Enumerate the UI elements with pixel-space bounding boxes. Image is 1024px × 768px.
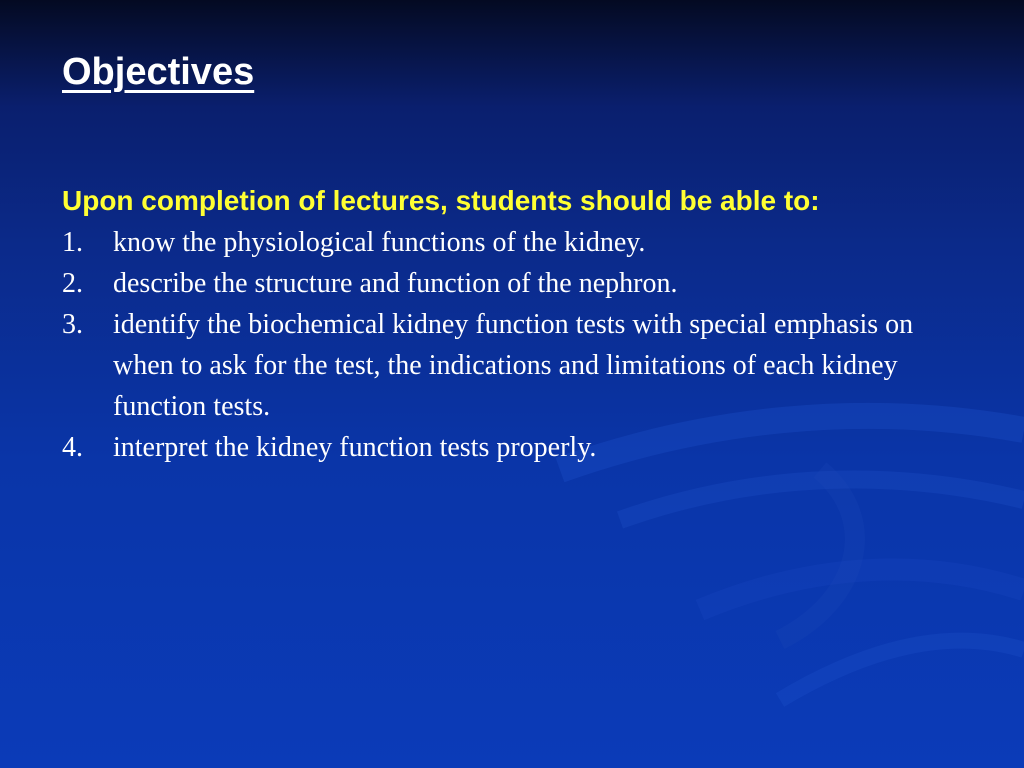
objective-number: 3. [62, 309, 83, 340]
objective-number: 4. [62, 432, 83, 463]
objective-item-2 [62, 263, 922, 304]
objectives-intro: Upon completion of lectures, students should be able to: [62, 185, 820, 216]
objective-item-3 [62, 304, 922, 427]
objective-text: interpret the kidney function tests properly. [113, 432, 597, 463]
objective-text: identify the biochemical kidney function tests with special emphasis on when to ask for the test, the indications and limitations of each kidney function tests. [113, 309, 914, 422]
objective-number: 1. [62, 227, 83, 258]
objective-text: describe the structure and function of the nephron. [113, 268, 678, 299]
objective-item-4 [62, 427, 922, 468]
objective-number: 2. [62, 268, 83, 299]
objective-text: know the physiological functions of the kidney. [113, 227, 646, 258]
objective-list [62, 222, 922, 468]
objective-item-1 [62, 222, 922, 263]
slide-title: Objectives [62, 51, 255, 93]
